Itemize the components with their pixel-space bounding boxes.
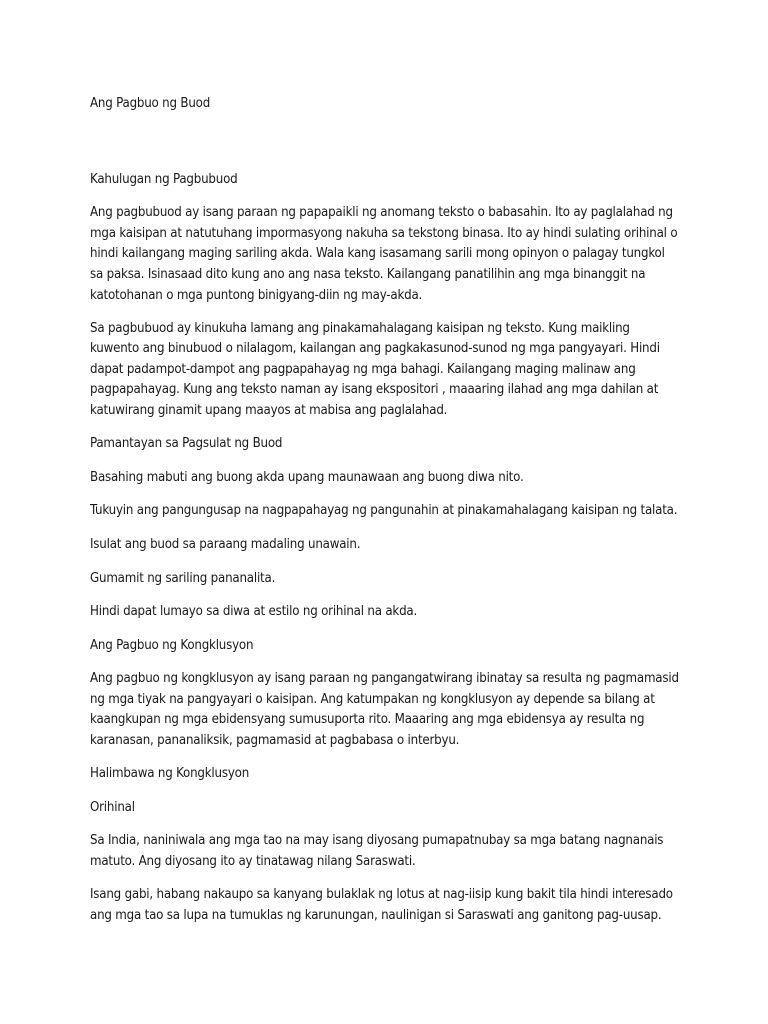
paragraph: Ang pagbubuod ay isang paraan ng papapaikli ng anomang teksto o babasahin. Ito ay paglalahad ng mga kaisipan at natutuhang impormasyong nakuha sa tekstong binasa. Ito ay hindi sulating orihinal o hindi kailangang maging sariling akda. Wala kang isasamang sarili mong opinyon o palagay tungkol sa paksa. Isinasaad dito kung ano ang nasa teksto. Kailangang panatilihin ang mga binanggit na katotohanan o mga puntong binigyang-diin ng may-akda. <box>90 205 678 303</box>
guideline-item: Tukuyin ang pangungusap na nagpapahayag ng pangunahin at pinakamahalagang kaisipan ng talata. <box>90 503 678 519</box>
paragraph: Sa India, naniniwala ang mga tao na may isang diyosang pumapatnubay sa mga batang nagnanais matuto. Ang diyosang ito ay tinatawag nilang Saraswati. <box>90 833 664 869</box>
document-title: Ang Pagbuo ng Buod <box>90 96 211 111</box>
section-heading-halimbawa: Halimbawa ng Kongklusyon <box>90 766 250 782</box>
guideline-item: Gumamit ng sariling pananalita. <box>90 570 276 586</box>
paragraph: Ang pagbuo ng kongklusyon ay isang paraan ng pangangatwirang ibinatay sa resulta ng pagmamasid ng mga tiyak na pangyayari o kaisipan. Ang katumpakan ng kongklusyon ay depende sa bilang at kaangkupan ng mga ebidensyang sumusuporta rito. Maaaring ang mga ebidensya ay resulta ng karanasan, pananaliksik, pagmamasid at pagbabasa o interbyu. <box>90 671 679 749</box>
section-heading-pamantayan: Pamantayan sa Pagsulat ng Buod <box>90 436 283 452</box>
subheading-orihinal: Orihinal <box>90 799 135 815</box>
guideline-item: Isulat ang buod sa paraang madaling unawain. <box>90 536 361 552</box>
section-heading-kongklusyon: Ang Pagbuo ng Kongklusyon <box>90 637 254 653</box>
paragraph: Isang gabi, habang nakaupo sa kanyang bulaklak ng lotus at nag-iisip kung bakit tila hindi interesado ang mga tao sa lupa na tumuklas ng karunungan, naulinigan si Saraswati ang ganitong pag-uusap. <box>90 887 673 923</box>
section-heading-kahulugan: Kahulugan ng Pagbubuod <box>90 171 238 187</box>
document-body <box>90 94 680 939</box>
guideline-item: Hindi dapat lumayo sa diwa at estilo ng orihinal na akda. <box>90 604 418 620</box>
guideline-item: Basahing mabuti ang buong akda upang maunawaan ang buong diwa nito. <box>90 469 524 485</box>
paragraph: Sa pagbubuod ay kinukuha lamang ang pinakamahalagang kaisipan ng teksto. Kung maikling kuwento ang binubuod o nilalagom, kailangan ang pagkakasunod-sunod ng mga pangyayari. Hindi dapat padampot-dampot ang pagpapahayag ng mga bahagi. Kailangang maging malinaw ang pagpapahayag. Kung ang teksto naman ay isang ekspositori , maaaring ilahad ang mga dahilan at katuwirang ginamit upang maayos at mabisa ang paglalahad. <box>90 320 660 419</box>
